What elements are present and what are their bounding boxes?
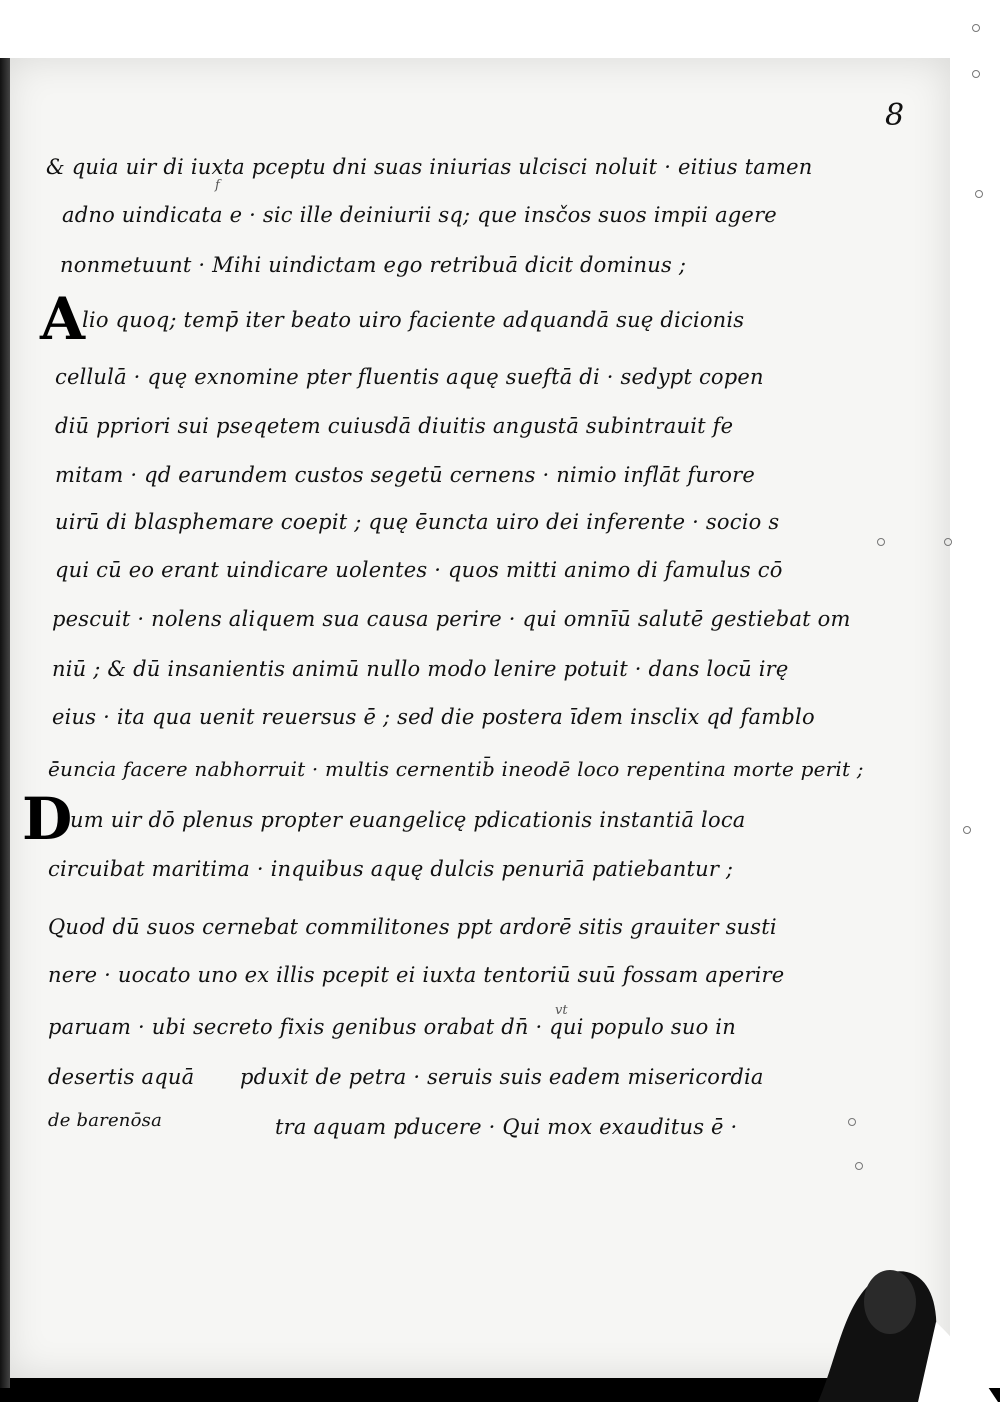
text-line-15: circuibat maritima · inquibus aquę dulcis penuriā patiebantur ; xyxy=(48,857,734,881)
margin-speck xyxy=(877,538,885,546)
decorated-initial-a: A xyxy=(40,285,86,353)
text-line-19a: desertis aquā xyxy=(48,1065,195,1089)
text-line-12: eius · ita qua uenit reuersus ē ; sed die postera īdem insclix qd famblo xyxy=(52,705,815,729)
text-line-11: niū ; & dū insanientis animū nullo modo lenire potuit · dans locū irę xyxy=(52,657,789,681)
interlinear-gloss-f: f xyxy=(215,178,220,193)
text-line-10: pescuit · nolens aliquem sua causa perire · qui omnīū salutē gestiebat om xyxy=(52,607,851,631)
scan-background-right xyxy=(950,0,1000,1388)
text-line-7: mitam · qd earundem custos segetū cernens · nimio inflāt furore xyxy=(55,463,756,487)
scan-background-top xyxy=(0,0,1000,58)
text-line-4: lio quoq; temp̄ iter beato uiro faciente adquandā suę dicionis xyxy=(82,308,745,332)
text-line-20b: tra aquam pducere · Qui mox exauditus ē · xyxy=(275,1115,738,1139)
decorated-initial-d: D xyxy=(22,785,73,853)
margin-speck xyxy=(963,826,971,834)
thumb-image xyxy=(808,1262,998,1402)
text-line-5: cellulā · quę exnomine pter fluentis aquę sueftā di · sedypt copen xyxy=(55,365,764,389)
text-line-20a: de barenōsa xyxy=(48,1110,163,1131)
text-line-19b: pduxit de petra · seruis suis eadem misericordia xyxy=(240,1065,764,1089)
margin-speck xyxy=(972,24,980,32)
page-left-shadow xyxy=(0,58,10,1388)
margin-speck xyxy=(944,538,952,546)
interlinear-gloss-vt: vt xyxy=(555,1003,568,1018)
text-line-8: uirū di blasphemare coepit ; quę ē̄uncta uiro dei inferente · socio s xyxy=(55,510,780,534)
text-line-18: paruam · ubi secreto fixis genibus orabat dn̄ · qui populo suo in xyxy=(48,1015,736,1039)
margin-speck xyxy=(975,190,983,198)
text-line-3: nonmetuunt · Mihi uindictam ego retribuā dicit dominus ; xyxy=(60,253,687,277)
margin-speck xyxy=(848,1118,856,1126)
margin-speck xyxy=(855,1162,863,1170)
text-line-17: nere · uocato uno ex illis pcepit ei iuxta tentoriū suū fossam aperire xyxy=(48,963,785,987)
text-line-14: um uir dō plenus propter euangelicę pdicationis instantiā loca xyxy=(70,808,746,832)
margin-speck xyxy=(972,70,980,78)
folio-number: 8 xyxy=(885,98,905,133)
text-line-9: qui cū eo erant uindicare uolentes · quos mitti animo di famulus cō xyxy=(55,558,783,582)
text-line-6: diū ppriori sui pseqetem cuiusdā diuitis angustā subintrauit fe xyxy=(55,414,734,438)
text-line-1: & quia uir di iuxta pceptu dni suas iniurias ulcisci noluit · eitius tamen xyxy=(46,155,813,179)
text-line-13: ē̄uncia facere nabhorruit · multis cernentib̄ ineodē loco repentina morte perit ; xyxy=(48,757,864,781)
text-line-16: Quod dū suos cernebat commilitones ppt ardorē sitis grauiter susti xyxy=(48,915,777,939)
text-line-2: adno uindicata e · sic ille deiniurii sq; que insčos suos impii agere xyxy=(62,203,777,227)
